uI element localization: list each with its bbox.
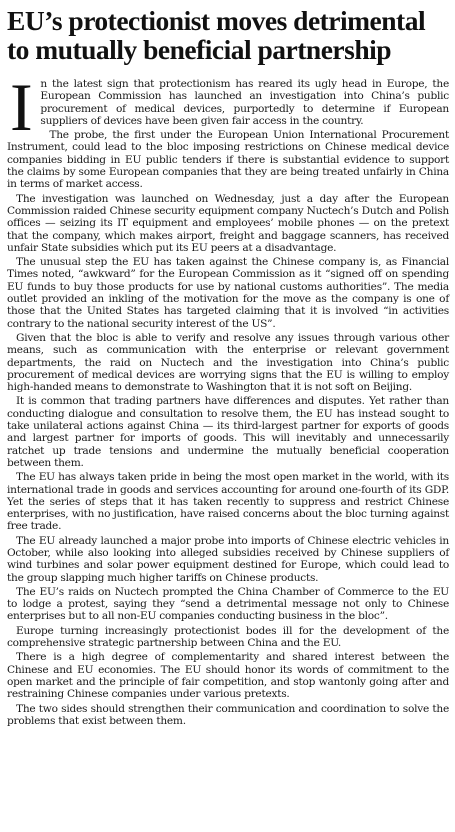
headline-line-1: EU’s protectionist moves detrimental [7, 5, 426, 36]
headline [7, 6, 449, 64]
headline-line-2: to mutually beneficial partnership [7, 34, 392, 65]
paragraph-2: The probe, the first under the European Union International Procurement Instrument, could lead to the bloc imposing restrictions on Chinese medical device companies bidding in EU public tenders if there is substantial evidence to support the claims by some European companies that they are being treated unfairly in China in terms of market access. [7, 129, 449, 191]
paragraph-10: Europe turning increasingly protectionist bodes ill for the development of the comprehensive strategic partnership between China and the EU. [7, 624, 449, 650]
drop-cap: I [10, 69, 33, 145]
paragraph-6: It is common that trading partners have differences and disputes. Yet rather than conducting dialogue and consultation to resolve them, the EU has instead sought to take unilateral actions against China — its third-largest partner for exports of goods and largest partner for imports of goods. This will inevitably and unnecessarily ratchet up trade tensions and undermine the mutually beneficial cooperation between them. [7, 395, 449, 469]
paragraph-1 [7, 69, 449, 145]
paragraph-8: The EU already launched a major probe into imports of Chinese electric vehicles in October, while also looking into alleged subsidies received by Chinese suppliers of wind turbines and solar power equipment destined for Europe, which could lead to the group slapping much higher tariffs on Chinese products. [7, 534, 449, 584]
paragraph-5: Given that the bloc is able to verify and resolve any issues through various other means, such as communication with the enterprise or relevant government departments, the raid on Nuctech and the investigation into China’s public procurement of medical devices are worrying signs that the EU is willing to employ high-handed means to demonstrate to Washington that it is not soft on Beijing. [7, 331, 449, 394]
paragraph-3: The investigation was launched on Wednesday, just a day after the European Commission raided Chinese security equipment company Nuctech’s Dutch and Polish offices — seizing its IT equipment and employees’ mobile phones — on the pretext that the company, which makes airport, freight and baggage scanners, has received unfair State subsidies which put its EU peers at a disadvantage. [7, 192, 449, 254]
paragraph-7: The EU has always taken pride in being the most open market in the world, with its international trade in goods and services accounting for around one-fourth of its GDP. Yet the series of steps that it has taken recently to suppress and restrict Chinese enterprises, with no justification, have raised concerns about the bloc turning against free trade. [7, 471, 449, 533]
paragraph-9: The EU’s raids on Nuctech prompted the China Chamber of Commerce to the EU to lodge a protest, saying they “send a detrimental message not only to Chinese enterprises but to all non-EU companies conducting business in the bloc”. [7, 585, 449, 623]
paragraph-4: The unusual step the EU has taken against the Chinese company is, as Financial Times noted, “awkward” for the European Commission as it “signed off on spending EU funds to buy those products for use by national customs authorities”. The media outlet provided an inkling of the motivation for the move as the company is one of those that the United States has targeted claiming that it is involved “in activities contrary to the national security interest of the US”. [7, 256, 449, 330]
paragraph-1-text: n the latest sign that protectionism has reared its ugly head in Europe, the European Commission has launched an investigation into China’s public procurement of medical devices, purportedly to determine if European suppliers of devices have been given fair access in the country. [40, 78, 449, 127]
article-body [7, 69, 449, 727]
paragraph-11: There is a high degree of complementarity and shared interest between the Chinese and EU economies. The EU should honor its words of commitment to the open market and the principle of fair competition, and stop wantonly going after and restraining Chinese companies under various pretexts. [7, 651, 449, 701]
paragraph-12: The two sides should strengthen their communication and coordination to solve the problems that exist between them. [7, 702, 449, 727]
